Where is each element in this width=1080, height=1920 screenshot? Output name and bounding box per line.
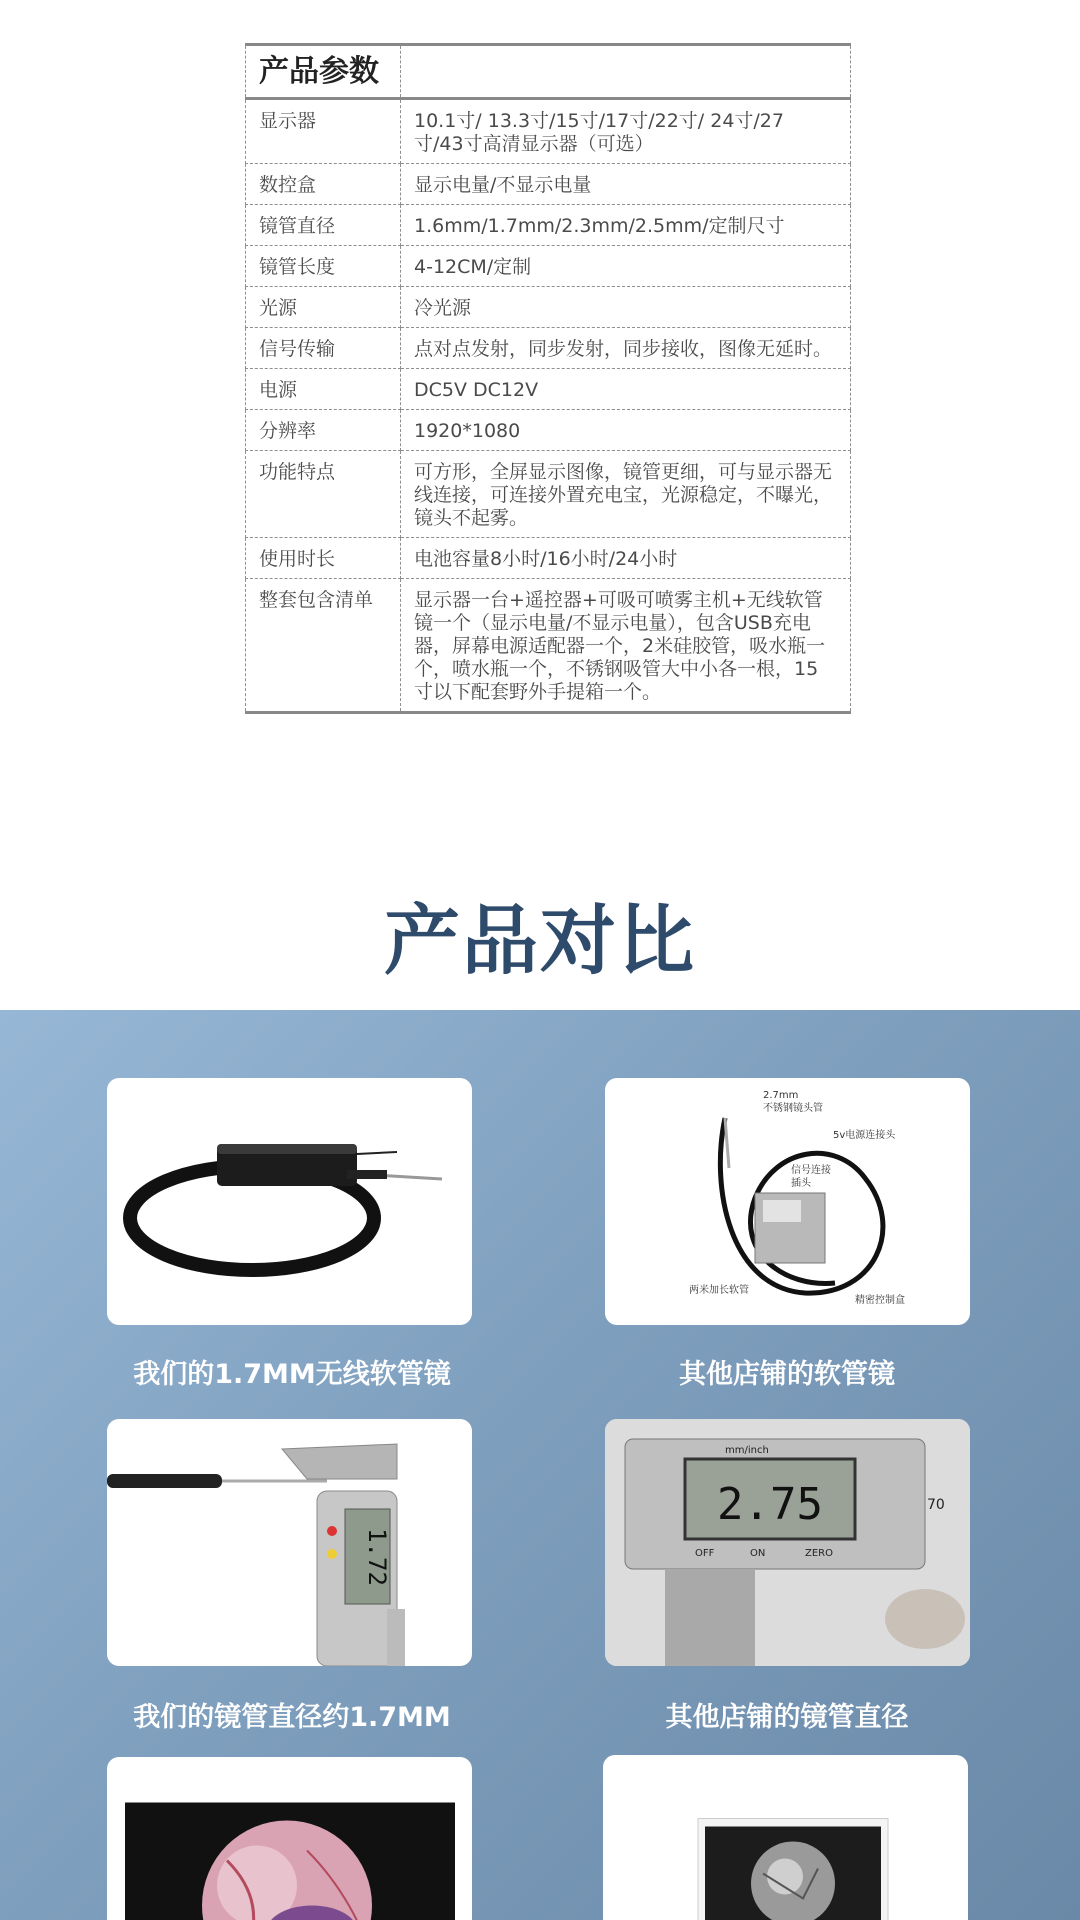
param-name: 分辨率 (246, 410, 401, 451)
param-row (246, 328, 851, 369)
param-name: 显示器 (246, 99, 401, 164)
our-scope-illustration (107, 1078, 472, 1325)
our-view-illustration (107, 1757, 472, 1920)
comparison-panel (0, 1010, 1080, 1920)
param-name: 整套包含清单 (246, 579, 401, 713)
other-image-quality (603, 1755, 968, 1920)
caption-other-scope: 其他店铺的软管镜 (679, 1359, 895, 1390)
other-caliper-scale: 70 (927, 1497, 945, 1513)
param-value: 4-12CM/定制 (401, 246, 851, 287)
our-caliper-illustration (107, 1419, 472, 1666)
label-hose: 两米加长软管 (689, 1285, 749, 1296)
caption-our-diameter: 我们的镜管直径约1.7MM (133, 1702, 451, 1733)
param-name: 数控盒 (246, 164, 401, 205)
param-value: 1920*1080 (401, 410, 851, 451)
label-signal-2: 插头 (791, 1178, 811, 1189)
param-row (246, 246, 851, 287)
param-name: 镜管直径 (246, 205, 401, 246)
other-caliper-illustration (605, 1419, 970, 1666)
our-image-quality (107, 1757, 472, 1920)
table-title: 产品参数 (246, 45, 401, 99)
param-value: 10.1寸/ 13.3寸/15寸/17寸/22寸/ 24寸/27寸/43寸高清显示器（可选） (401, 99, 851, 164)
param-value: 1.6mm/1.7mm/2.3mm/2.5mm/定制尺寸 (401, 205, 851, 246)
param-row (246, 369, 851, 410)
label-box: 精密控制盒 (855, 1295, 905, 1306)
other-caliper-off: OFF (695, 1548, 715, 1559)
param-name: 功能特点 (246, 451, 401, 538)
label-signal-1: 信号连接 (791, 1165, 831, 1176)
other-caliper-unit: mm/inch (725, 1445, 769, 1456)
param-name: 镜管长度 (246, 246, 401, 287)
other-caliper-reading: 2.75 (717, 1479, 823, 1530)
other-caliper-zero: ZERO (805, 1548, 833, 1559)
param-name: 电源 (246, 369, 401, 410)
other-scope-image (605, 1078, 970, 1325)
param-row (246, 164, 851, 205)
param-row (246, 287, 851, 328)
table-header-row (246, 45, 851, 99)
param-value: 电池容量8小时/16小时/24小时 (401, 538, 851, 579)
our-caliper-reading: 1.72 (363, 1528, 391, 1586)
param-value: 可方形，全屏显示图像，镜管更细，可与显示器无线连接，可连接外置充电宝，光源稳定，不曝光，镜头不起雾。 (401, 451, 851, 538)
param-row (246, 451, 851, 538)
other-scope-illustration (605, 1078, 970, 1325)
param-name: 信号传输 (246, 328, 401, 369)
param-name: 光源 (246, 287, 401, 328)
param-value: 显示电量/不显示电量 (401, 164, 851, 205)
param-row (246, 205, 851, 246)
param-row (246, 99, 851, 164)
comparison-section-title: 产品对比 (384, 896, 696, 985)
caption-our-scope: 我们的1.7MM无线软管镜 (133, 1359, 451, 1390)
param-row (246, 579, 851, 713)
caption-other-diameter: 其他店铺的镜管直径 (665, 1702, 909, 1733)
label-tube-size: 2.7mm (763, 1090, 799, 1101)
other-diameter-image (605, 1419, 970, 1666)
param-value: DC5V DC12V (401, 369, 851, 410)
other-caliper-on: ON (750, 1548, 766, 1559)
other-view-illustration (603, 1755, 968, 1920)
label-tube-name: 不锈钢镜头管 (763, 1103, 823, 1114)
our-diameter-image (107, 1419, 472, 1666)
param-value: 点对点发射，同步发射，同步接收，图像无延时。 (401, 328, 851, 369)
product-parameter-table (245, 43, 851, 714)
param-name: 使用时长 (246, 538, 401, 579)
param-value: 冷光源 (401, 287, 851, 328)
label-power: 5v电源连接头 (833, 1130, 896, 1141)
param-value: 显示器一台+遥控器+可吸可喷雾主机+无线软管镜一个（显示电量/不显示电量），包含USB充电器，屏幕电源适配器一个，2米硅胶管，吸水瓶一个，喷水瓶一个，不锈钢吸管大中小各一根，15寸以下配套野外手提箱一个。 (401, 579, 851, 713)
param-row (246, 538, 851, 579)
our-scope-image (107, 1078, 472, 1325)
param-row (246, 410, 851, 451)
table-title-blank (401, 45, 851, 99)
